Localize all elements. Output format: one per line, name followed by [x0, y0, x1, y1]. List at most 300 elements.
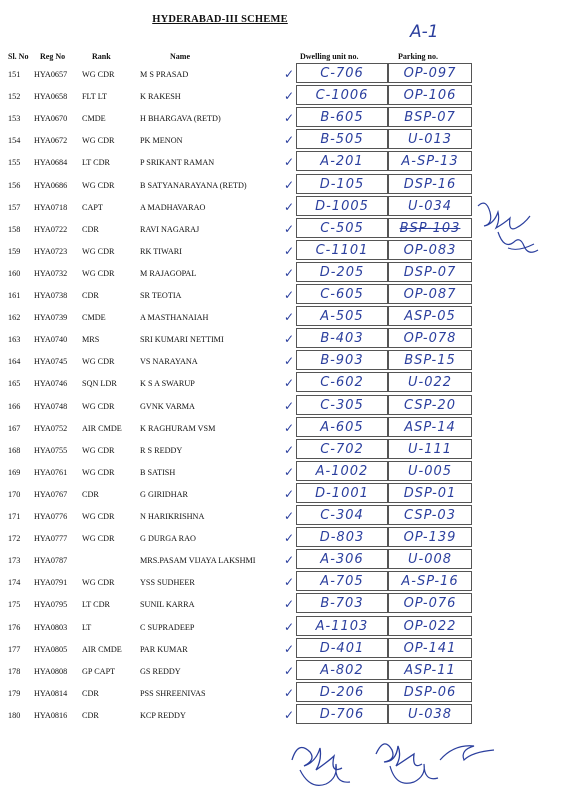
dwelling-cell	[296, 571, 388, 591]
dwelling-cell	[296, 174, 388, 194]
parking-cell	[388, 306, 472, 326]
dwelling-cell	[296, 527, 388, 547]
header-name: Name	[170, 52, 190, 61]
dwelling-cell	[296, 395, 388, 415]
parking-no-handwritten: DSP-01	[403, 485, 457, 501]
dwelling-cell	[296, 372, 388, 392]
table-row	[0, 526, 567, 548]
reg-no: HYA0777	[34, 534, 68, 544]
dwelling-cell	[296, 196, 388, 216]
table-row	[0, 349, 567, 371]
rank: CMDE	[82, 114, 106, 124]
reg-no: HYA0787	[34, 556, 68, 566]
rank: CDR	[82, 489, 99, 499]
name: RAVI NAGARAJ	[140, 224, 200, 234]
parking-no-handwritten: U-005	[407, 463, 453, 479]
parking-cell	[388, 240, 472, 260]
reg-no: HYA0684	[34, 158, 68, 168]
reg-no: HYA0803	[34, 622, 68, 632]
dwelling-unit-handwritten: B-505	[320, 132, 364, 148]
rank: WG CDR	[82, 534, 115, 544]
check-mark-icon: ✓	[284, 243, 295, 258]
sl-no: 166	[8, 401, 21, 411]
name: A MADHAVARAO	[140, 202, 206, 212]
sl-no: 159	[8, 246, 21, 256]
dwelling-cell	[296, 439, 388, 459]
name: R S REDDY	[140, 445, 183, 455]
name: A MASTHANAIAH	[140, 313, 209, 323]
check-mark-icon: ✓	[284, 464, 295, 479]
name: GVNK VARMA	[140, 401, 195, 411]
check-mark-icon: ✓	[284, 486, 295, 501]
parking-no-handwritten: OP-022	[403, 618, 457, 634]
dwelling-unit-handwritten: A-201	[320, 154, 364, 170]
parking-no-handwritten: BSP-07	[404, 110, 456, 126]
parking-no-handwritten: DSP-06	[403, 684, 457, 700]
name: YSS SUDHEER	[140, 578, 195, 588]
signatures-bottom	[280, 730, 510, 796]
dwelling-unit-handwritten: A-705	[320, 574, 364, 590]
dwelling-unit-handwritten: A-306	[320, 552, 364, 568]
header-reg-no: Reg No	[40, 52, 66, 61]
table-row	[0, 637, 567, 659]
name: SUNIL KARRA	[140, 600, 195, 610]
parking-cell	[388, 218, 472, 238]
sl-no: 155	[8, 158, 21, 168]
dwelling-cell	[296, 240, 388, 260]
rank: FLT LT	[82, 92, 107, 102]
header-dwelling: Dwelling unit no.	[300, 52, 359, 61]
sl-no: 169	[8, 467, 21, 477]
parking-cell	[388, 417, 472, 437]
rank: CDR	[82, 224, 99, 234]
table-row	[0, 548, 567, 570]
parking-cell	[388, 350, 472, 370]
parking-cell	[388, 262, 472, 282]
sl-no: 152	[8, 92, 21, 102]
parking-cell	[388, 439, 472, 459]
check-mark-icon: ✓	[284, 420, 295, 435]
parking-no-handwritten: ASP-11	[404, 662, 456, 678]
name: PK MENON	[140, 136, 183, 146]
dwelling-unit-handwritten: C-305	[320, 397, 364, 413]
table-row	[0, 371, 567, 393]
sl-no: 173	[8, 556, 21, 566]
parking-cell	[388, 660, 472, 680]
parking-cell	[388, 129, 472, 149]
header-sl-no: Sl. No	[8, 52, 29, 61]
dwelling-unit-handwritten: D-1001	[315, 485, 369, 501]
parking-no-handwritten: U-111	[407, 441, 453, 457]
name: K RAKESH	[140, 92, 181, 102]
name: P SRIKANT RAMAN	[140, 158, 215, 168]
reg-no: HYA0748	[34, 401, 68, 411]
name: MRS.PASAM VIJAYA LAKSHMI	[140, 556, 256, 566]
table-row	[0, 283, 567, 305]
dwelling-cell	[296, 151, 388, 171]
dwelling-unit-handwritten: B-403	[320, 331, 364, 347]
parking-no-handwritten: OP-087	[403, 287, 457, 302]
check-mark-icon: ✓	[284, 177, 295, 192]
parking-no-handwritten: OP-078	[403, 331, 457, 347]
table-row	[0, 681, 567, 703]
check-mark-icon: ✓	[284, 398, 295, 413]
reg-no: HYA0767	[34, 489, 68, 499]
parking-cell	[388, 85, 472, 105]
reg-no: HYA0795	[34, 600, 68, 610]
table-row	[0, 128, 567, 150]
dwelling-cell	[296, 682, 388, 702]
dwelling-cell	[296, 417, 388, 437]
sl-no: 171	[8, 512, 21, 521]
sl-no: 170	[8, 489, 21, 499]
dwelling-unit-handwritten: D-105	[319, 176, 365, 192]
header-rank: Rank	[92, 52, 111, 61]
reg-no: HYA0805	[34, 644, 68, 654]
check-mark-icon: ✓	[284, 641, 295, 656]
dwelling-cell	[296, 218, 388, 238]
dwelling-unit-handwritten: C-1006	[315, 88, 369, 104]
sl-no: 165	[8, 379, 21, 389]
dwelling-unit-handwritten: D-1005	[315, 198, 369, 214]
table-row	[0, 106, 567, 128]
parking-cell	[388, 682, 472, 702]
dwelling-unit-handwritten: C-505	[320, 220, 364, 236]
parking-no-handwritten: BSP-15	[404, 353, 456, 369]
dwelling-unit-handwritten: D-401	[319, 640, 365, 656]
parking-cell	[388, 704, 472, 724]
dwelling-unit-handwritten: A-802	[320, 662, 364, 678]
table-row	[0, 504, 567, 526]
parking-cell	[388, 638, 472, 658]
parking-no-handwritten: BSP-103	[399, 220, 461, 236]
dwelling-cell	[296, 638, 388, 658]
dwelling-unit-handwritten: B-605	[320, 110, 364, 126]
rank: WG CDR	[82, 268, 115, 278]
rank: WG CDR	[82, 467, 115, 477]
parking-cell	[388, 151, 472, 171]
parking-no-handwritten: DSP-07	[403, 264, 457, 280]
sl-no: 176	[8, 622, 21, 632]
parking-cell	[388, 527, 472, 547]
parking-cell	[388, 284, 472, 304]
sl-no: 172	[8, 534, 21, 544]
sl-no: 180	[8, 710, 21, 720]
name: B SATYANARAYANA (RETD)	[140, 180, 247, 190]
dwelling-cell	[296, 350, 388, 370]
parking-cell	[388, 549, 472, 569]
parking-cell	[388, 505, 472, 525]
rank: WG CDR	[82, 180, 115, 190]
sl-no: 164	[8, 357, 21, 367]
dwelling-cell	[296, 306, 388, 326]
check-mark-icon: ✓	[284, 619, 295, 634]
sl-no: 167	[8, 423, 21, 433]
table-row	[0, 416, 567, 438]
sl-no: 162	[8, 313, 21, 323]
reg-no: HYA0791	[34, 578, 68, 588]
parking-no-handwritten: A-SP-13	[401, 154, 459, 170]
parking-no-handwritten: ASP-14	[404, 419, 456, 435]
rank: AIR CMDE	[82, 644, 122, 654]
name: B SATISH	[140, 467, 176, 477]
rank: WG CDR	[82, 445, 115, 455]
rank: CAPT	[82, 202, 103, 212]
rank: WG CDR	[82, 70, 115, 79]
table-row	[0, 482, 567, 504]
sl-no: 154	[8, 136, 21, 146]
check-mark-icon: ✓	[284, 707, 295, 722]
reg-no: HYA0718	[34, 202, 68, 212]
name: KCP REDDY	[140, 710, 186, 720]
dwelling-cell	[296, 549, 388, 569]
sl-no: 175	[8, 600, 21, 610]
name: K S A SWARUP	[140, 379, 195, 389]
dwelling-cell	[296, 660, 388, 680]
parking-no-handwritten: OP-076	[403, 596, 457, 612]
reg-no: HYA0776	[34, 512, 68, 521]
dwelling-unit-handwritten: B-903	[320, 353, 364, 369]
dwelling-unit-handwritten: B-703	[320, 596, 364, 612]
check-mark-icon: ✓	[284, 221, 295, 236]
parking-no-handwritten: OP-097	[403, 66, 457, 81]
reg-no: HYA0672	[34, 136, 68, 146]
parking-no-handwritten: ASP-05	[404, 309, 456, 325]
rank: LT CDR	[82, 158, 110, 168]
dwelling-cell	[296, 129, 388, 149]
check-mark-icon: ✓	[284, 553, 295, 568]
dwelling-unit-handwritten: A-605	[320, 419, 364, 435]
name: G DURGA RAO	[140, 534, 196, 544]
reg-no: HYA0738	[34, 291, 68, 300]
table-row	[0, 84, 567, 106]
reg-no: HYA0745	[34, 357, 68, 367]
check-mark-icon: ✓	[284, 310, 295, 325]
check-mark-icon: ✓	[284, 354, 295, 369]
table-row	[0, 615, 567, 637]
rank: WG CDR	[82, 401, 115, 411]
reg-no: HYA0739	[34, 313, 68, 323]
parking-cell	[388, 593, 472, 613]
rank: CDR	[82, 710, 99, 720]
check-mark-icon: ✓	[284, 155, 295, 170]
table-row	[0, 570, 567, 592]
dwelling-unit-handwritten: A-1103	[315, 618, 369, 634]
sl-no: 168	[8, 445, 21, 455]
dwelling-unit-handwritten: C-706	[320, 66, 364, 81]
name: M S PRASAD	[140, 70, 189, 79]
sl-no: 153	[8, 114, 21, 124]
check-mark-icon: ✓	[284, 442, 295, 457]
dwelling-unit-handwritten: A-505	[320, 309, 364, 325]
check-mark-icon: ✓	[284, 685, 295, 700]
parking-no-handwritten: CSP-03	[404, 508, 456, 523]
rank: CDR	[82, 291, 99, 300]
check-mark-icon: ✓	[284, 89, 295, 104]
parking-no-handwritten: DSP-16	[403, 176, 457, 192]
dwelling-unit-handwritten: C-605	[320, 287, 364, 302]
reg-no: HYA0761	[34, 467, 68, 477]
reg-no: HYA0686	[34, 180, 68, 190]
reg-no: HYA0722	[34, 224, 68, 234]
sl-no: 157	[8, 202, 21, 212]
name: H BHARGAVA (RETD)	[140, 114, 221, 124]
header-parking: Parking no.	[398, 52, 439, 61]
reg-no: HYA0723	[34, 246, 68, 256]
signature-right-margin	[468, 196, 558, 266]
dwelling-unit-handwritten: A-1002	[315, 463, 369, 479]
parking-no-handwritten: OP-083	[403, 242, 457, 258]
table-row	[0, 173, 567, 195]
table-row	[0, 659, 567, 681]
dwelling-cell	[296, 616, 388, 636]
name: PAR KUMAR	[140, 644, 188, 654]
name: RK TIWARI	[140, 246, 182, 256]
parking-cell	[388, 395, 472, 415]
parking-cell	[388, 196, 472, 216]
dwelling-unit-handwritten: C-304	[320, 508, 364, 523]
name: G GIRIDHAR	[140, 489, 188, 499]
parking-cell	[388, 483, 472, 503]
rank: WG CDR	[82, 246, 115, 256]
sl-no: 161	[8, 291, 21, 300]
parking-no-handwritten: CSP-20	[404, 397, 456, 413]
rank: LT	[82, 622, 92, 632]
parking-cell	[388, 328, 472, 348]
dwelling-unit-handwritten: C-1101	[315, 242, 369, 258]
dwelling-cell	[296, 85, 388, 105]
document-title: HYDERABAD-III SCHEME	[152, 14, 288, 25]
sl-no: 160	[8, 268, 21, 278]
sl-no: 179	[8, 688, 21, 698]
parking-no-handwritten: U-038	[407, 706, 453, 722]
reg-no: HYA0755	[34, 445, 68, 455]
name: C SUPRADEEP	[140, 622, 195, 632]
sl-no: 158	[8, 224, 21, 234]
dwelling-unit-handwritten: D-206	[319, 684, 365, 700]
reg-no: HYA0658	[34, 92, 68, 102]
name: SR TEOTIA	[140, 291, 182, 300]
parking-no-handwritten: OP-106	[403, 88, 457, 104]
name: PSS SHREENIVAS	[140, 688, 206, 698]
reg-no: HYA0670	[34, 114, 68, 124]
table-row	[0, 394, 567, 416]
check-mark-icon: ✓	[284, 332, 295, 347]
parking-no-handwritten: A-SP-16	[401, 574, 459, 590]
rank: WG CDR	[82, 136, 115, 146]
table-row	[0, 327, 567, 349]
sl-no: 178	[8, 666, 21, 676]
dwelling-cell	[296, 262, 388, 282]
dwelling-cell	[296, 63, 388, 83]
reg-no: HYA0732	[34, 268, 68, 278]
name: SRI KUMARI NETTIMI	[140, 335, 224, 345]
reg-no: HYA0746	[34, 379, 68, 389]
rank: CMDE	[82, 313, 106, 323]
rank: AIR CMDE	[82, 423, 122, 433]
name: GS REDDY	[140, 666, 181, 676]
table-row	[0, 460, 567, 482]
rank: SQN LDR	[82, 379, 117, 389]
parking-no-handwritten: U-034	[407, 198, 453, 214]
check-mark-icon: ✓	[284, 597, 295, 612]
sl-no: 177	[8, 644, 21, 654]
check-mark-icon: ✓	[284, 575, 295, 590]
name: VS NARAYANA	[140, 357, 198, 367]
dwelling-cell	[296, 505, 388, 525]
parking-cell	[388, 571, 472, 591]
check-mark-icon: ✓	[284, 288, 295, 302]
rank: WG CDR	[82, 578, 115, 588]
rank: LT CDR	[82, 600, 110, 610]
name: K RAGHURAM VSM	[140, 423, 216, 433]
parking-cell	[388, 461, 472, 481]
sheet-code-handwritten: A-1	[410, 22, 439, 42]
sl-no: 156	[8, 180, 21, 190]
sl-no: 174	[8, 578, 21, 588]
reg-no: HYA0816	[34, 710, 68, 720]
parking-cell	[388, 63, 472, 83]
parking-cell	[388, 174, 472, 194]
dwelling-cell	[296, 284, 388, 304]
sl-no: 151	[8, 70, 21, 79]
dwelling-cell	[296, 483, 388, 503]
rank: MRS	[82, 335, 100, 345]
table-row	[0, 150, 567, 172]
check-mark-icon: ✓	[284, 376, 295, 391]
parking-no-handwritten: OP-141	[403, 640, 457, 656]
parking-cell	[388, 372, 472, 392]
parking-no-handwritten: U-013	[407, 132, 453, 148]
reg-no: HYA0657	[34, 70, 68, 79]
name: N HARIKRISHNA	[140, 512, 205, 521]
dwelling-unit-handwritten: D-205	[319, 264, 365, 280]
dwelling-cell	[296, 107, 388, 127]
sl-no: 163	[8, 335, 21, 345]
parking-no-handwritten: U-008	[407, 552, 453, 568]
check-mark-icon: ✓	[284, 509, 295, 523]
dwelling-cell	[296, 593, 388, 613]
reg-no: HYA0740	[34, 335, 68, 345]
reg-no: HYA0808	[34, 666, 68, 676]
parking-cell	[388, 616, 472, 636]
dwelling-cell	[296, 328, 388, 348]
table-row	[0, 305, 567, 327]
name: M RAJAGOPAL	[140, 268, 197, 278]
rank: CDR	[82, 688, 99, 698]
check-mark-icon: ✓	[284, 133, 295, 148]
reg-no: HYA0814	[34, 688, 68, 698]
table-row	[0, 703, 567, 725]
check-mark-icon: ✓	[284, 111, 295, 126]
check-mark-icon: ✓	[284, 531, 295, 546]
check-mark-icon: ✓	[284, 199, 295, 214]
rank: WG CDR	[82, 512, 115, 521]
dwelling-unit-handwritten: C-702	[320, 441, 364, 457]
rank: WG CDR	[82, 357, 115, 367]
check-mark-icon: ✓	[284, 265, 295, 280]
table-row	[0, 592, 567, 614]
dwelling-unit-handwritten: D-803	[319, 530, 365, 546]
rank: GP CAPT	[82, 666, 116, 676]
dwelling-cell	[296, 461, 388, 481]
parking-no-handwritten: OP-139	[403, 530, 457, 546]
parking-cell	[388, 107, 472, 127]
reg-no: HYA0752	[34, 423, 68, 433]
check-mark-icon: ✓	[284, 67, 295, 81]
dwelling-unit-handwritten: C-602	[320, 375, 364, 391]
check-mark-icon: ✓	[284, 663, 295, 678]
